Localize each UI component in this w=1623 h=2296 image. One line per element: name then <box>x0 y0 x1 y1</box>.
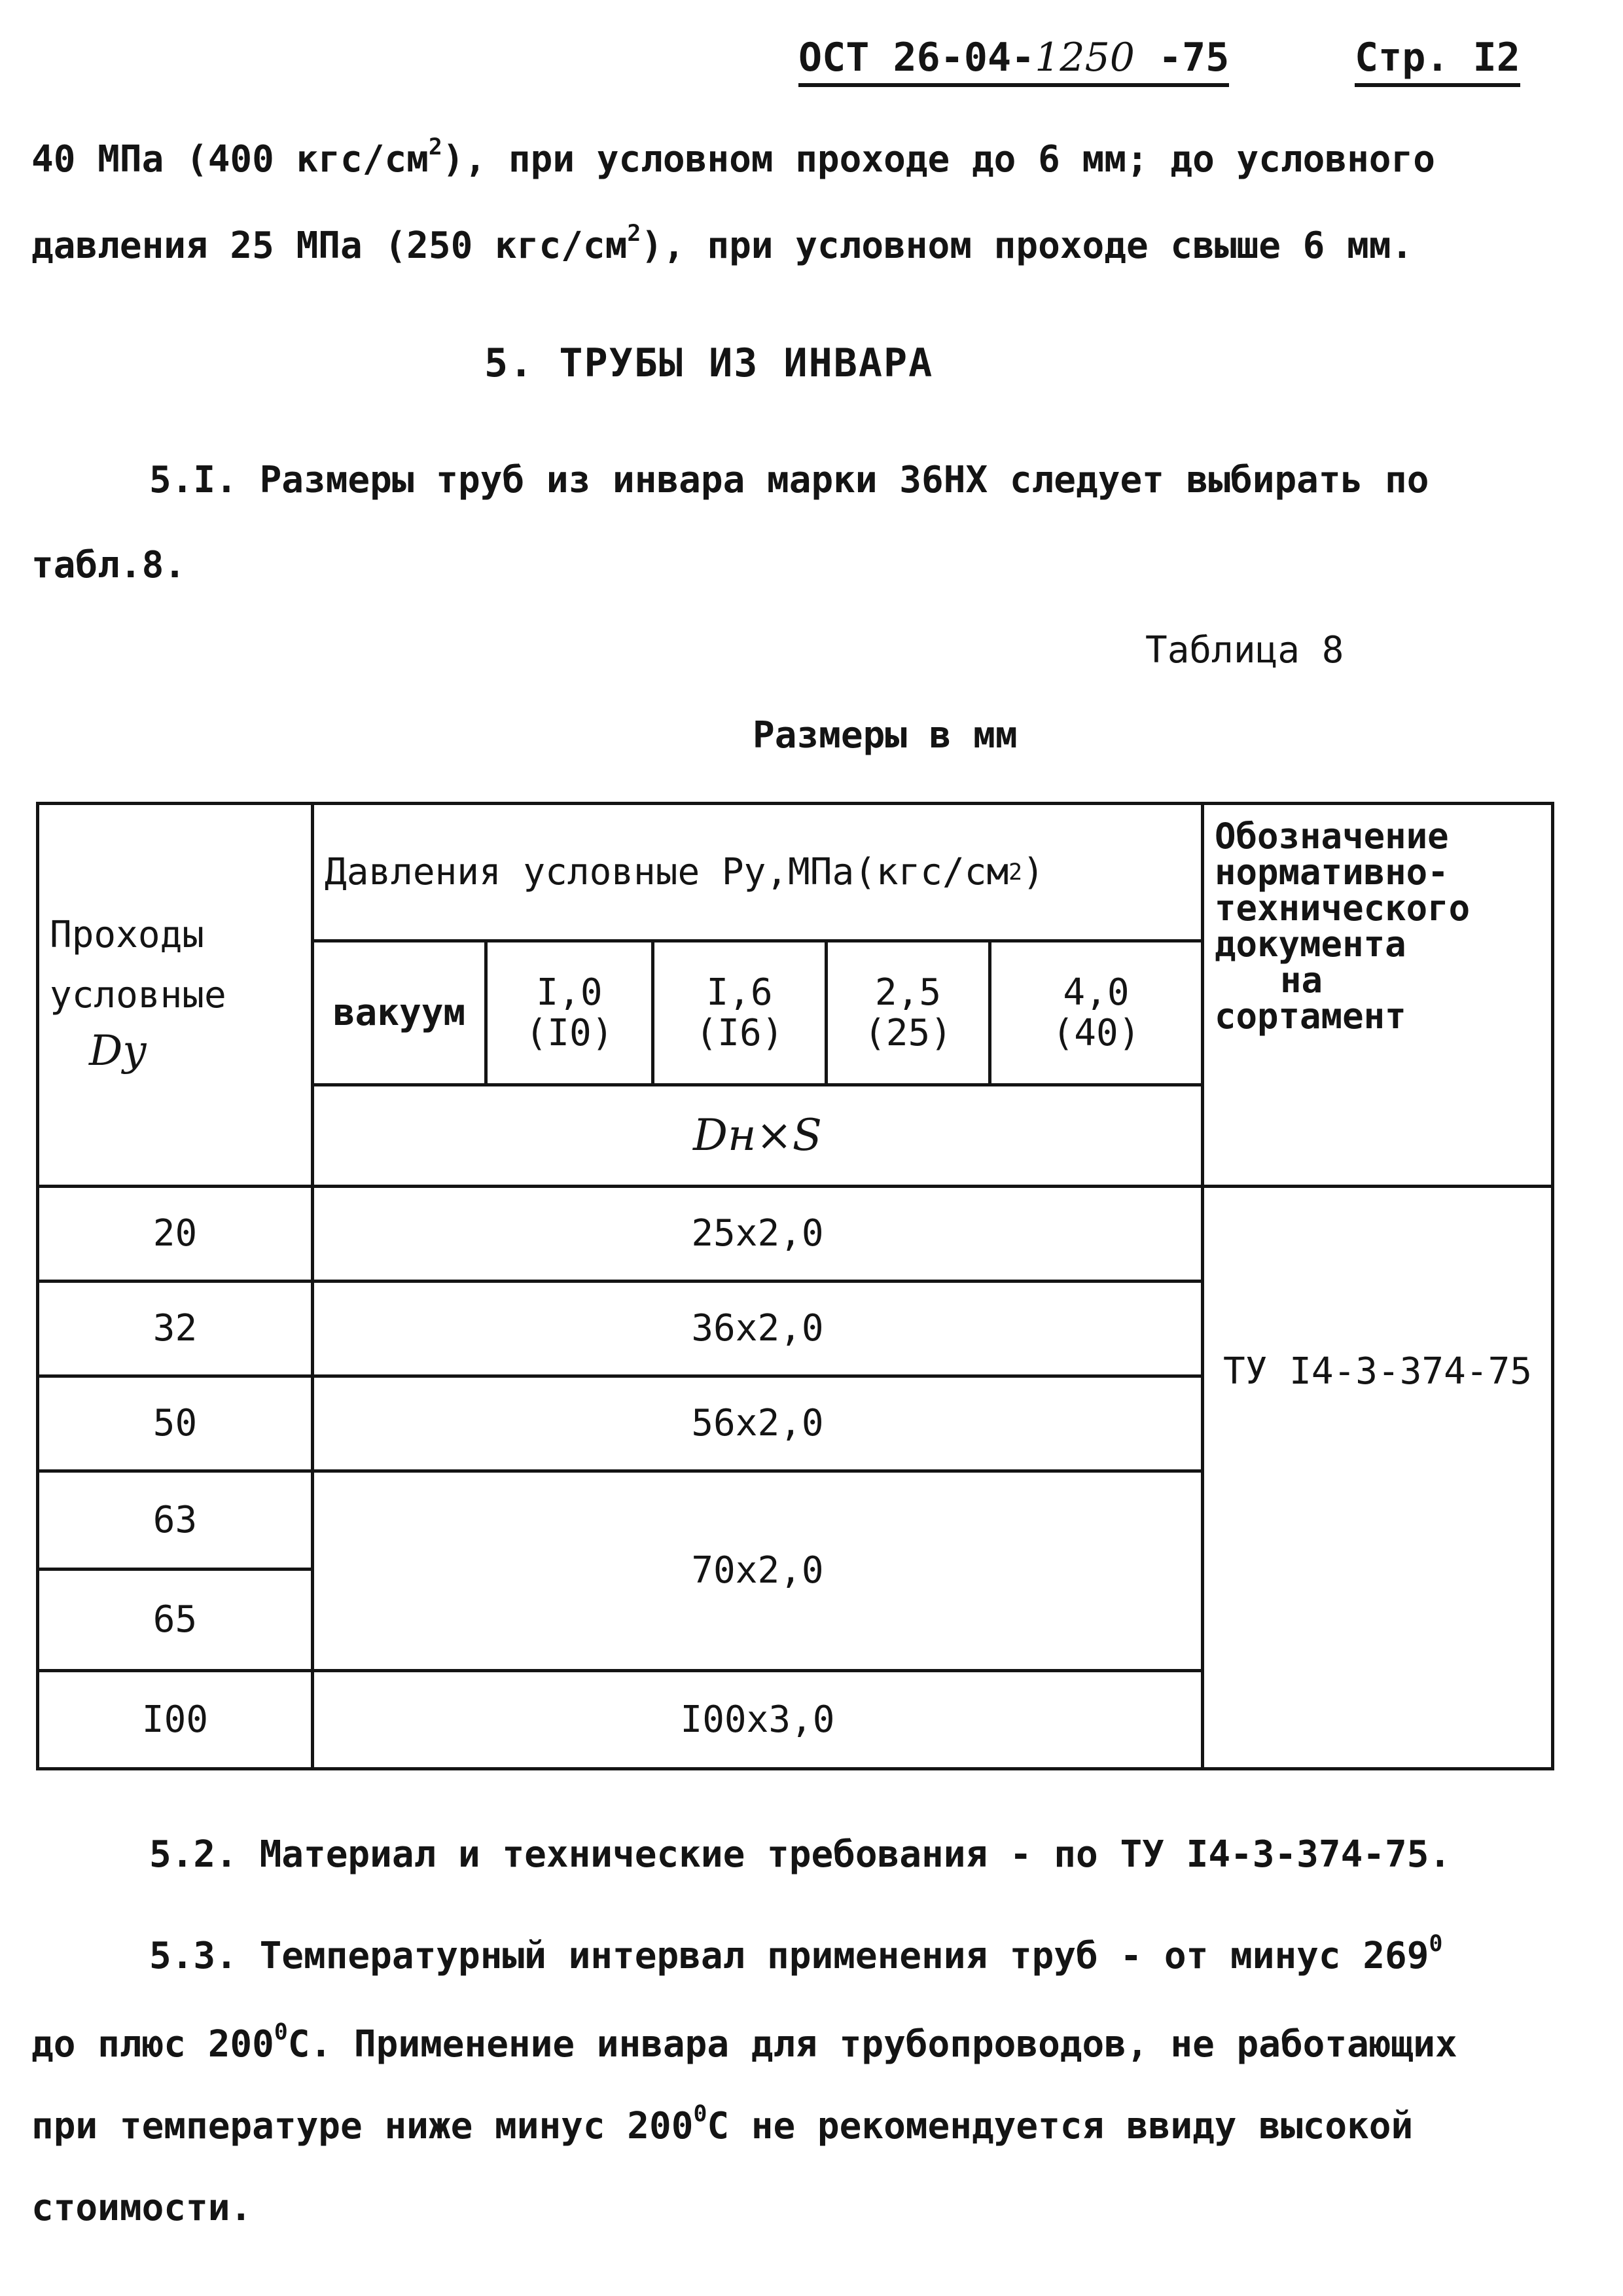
header-passage-line-2: условные <box>50 973 226 1016</box>
row-size-20: 25x2,0 <box>311 1185 1204 1283</box>
paragraph-5-3-line-1 <box>149 1930 1443 1978</box>
row-size-32: 36x2,0 <box>311 1280 1204 1378</box>
row-passage-100: I00 <box>36 1669 314 1770</box>
pressure-1-0-line-2: (I0) <box>525 1011 614 1054</box>
standard-prefix: ОСТ 26-04- <box>798 35 1035 81</box>
header-pressure: Давления условные Ру,МПа(кгс/см 2 ) <box>311 802 1204 942</box>
header-document-line-3: технического <box>1215 888 1471 929</box>
row-size-63-65: 70x2,0 <box>311 1469 1204 1672</box>
page-number <box>1355 36 1520 87</box>
paragraph-5-3-line-2 <box>31 2018 1457 2066</box>
intro-line-1-sup: 2 <box>428 134 442 160</box>
intro-line-2 <box>31 220 1414 268</box>
paragraph-5-3-line-3 <box>31 2100 1414 2148</box>
standard-suffix: -75 <box>1134 35 1230 81</box>
pressure-vacuum <box>311 939 488 1086</box>
table-units: Размеры в мм <box>753 714 1018 757</box>
intro-line-1-text-b: ), при условном проходе до 6 мм; до условного <box>442 138 1435 181</box>
header-passage-line-1: Проходы <box>50 914 205 957</box>
header-document-line-6: сортамент <box>1215 996 1406 1037</box>
paragraph-5-3-line-3-sup: 0 <box>693 2100 707 2127</box>
pressure-vacuum-label: вакуум <box>332 991 466 1034</box>
pressure-4-0-stack <box>1052 973 1141 1053</box>
pressure-1-0-line-1: I,0 <box>536 971 603 1014</box>
intro-line-2-sup: 2 <box>627 220 641 247</box>
pressure-4-0 <box>988 939 1204 1086</box>
pressure-1-0 <box>484 939 654 1086</box>
pressure-1-6-line-2: (I6) <box>695 1011 784 1054</box>
paragraph-5-3-line-3-text-b: С не рекомендуется ввиду высокой <box>707 2105 1414 2147</box>
pressure-4-0-line-1: 4,0 <box>1063 971 1130 1014</box>
row-passage-65: 65 <box>36 1568 314 1672</box>
section-title: 5. ТРУБЫ ИЗ ИНВАРА <box>484 340 934 386</box>
intro-line-2-text-b: ), при условном проходе свыше 6 мм. <box>641 224 1414 267</box>
paragraph-5-3-line-1-text: 5.3. Температурный интервал применения труб - от минус 269 <box>149 1935 1429 1977</box>
dimension-symbol: Dн×S <box>311 1083 1204 1188</box>
paragraph-5-1-line-1: 5.I. Размеры труб из инвара марки 36НХ следует выбирать по <box>149 459 1429 501</box>
pressure-1-6 <box>651 939 828 1086</box>
header-document-line-5: на <box>1280 960 1323 1001</box>
header-pressure-text-b: ) <box>1022 850 1044 893</box>
intro-line-1-text-a: 40 МПа (400 кгс/см <box>31 138 429 181</box>
intro-line-2-text-a: давления 25 МПа (250 кгс/см <box>31 224 628 267</box>
header-document-line-2: нормативно- <box>1215 852 1449 893</box>
pressure-2-5-line-2: (25) <box>864 1011 952 1054</box>
pressure-1-0-stack <box>526 973 614 1053</box>
header-pressure-text-a: Давления условные Ру,МПа(кгс/см <box>325 850 1009 893</box>
paragraph-5-3-line-3-text-a: при температуре ниже минус 200 <box>31 2105 694 2147</box>
document-header <box>798 36 1229 87</box>
header-document-line-4: документа <box>1215 924 1406 965</box>
paragraph-5-3-line-4: стоимости. <box>31 2187 253 2229</box>
header-document-stack <box>1215 816 1471 1037</box>
paragraph-5-1-line-2: табл.8. <box>31 544 187 586</box>
row-passage-50: 50 <box>36 1374 314 1473</box>
paragraph-5-3-line-2-text-b: С. Применение инвара для трубопроводов, не работающих <box>287 2023 1457 2066</box>
document-value: ТУ I4-3-374-75 <box>1201 1185 1554 1770</box>
paragraph-5-3-line-2-sup: 0 <box>274 2018 288 2045</box>
pipe-size-table <box>36 802 1554 1784</box>
header-document-line-1: Обозначение <box>1215 816 1449 857</box>
intro-line-1 <box>31 134 1435 181</box>
page-number-label: Стр. I2 <box>1355 35 1520 81</box>
header-document <box>1201 802 1554 1188</box>
header-passage <box>36 802 314 1188</box>
row-size-100: I00x3,0 <box>311 1669 1204 1770</box>
row-size-50: 56x2,0 <box>311 1374 1204 1473</box>
paragraph-5-2: 5.2. Материал и технические требования - по ТУ I4-3-374-75. <box>149 1833 1452 1876</box>
paragraph-5-3-line-2-text-a: до плюс 200 <box>31 2023 274 2066</box>
paragraph-5-3-line-1-sup: 0 <box>1429 1930 1443 1957</box>
row-passage-32: 32 <box>36 1280 314 1378</box>
row-passage-20: 20 <box>36 1185 314 1283</box>
pressure-2-5-stack <box>864 973 952 1053</box>
row-passage-63: 63 <box>36 1469 314 1571</box>
pressure-2-5-line-1: 2,5 <box>874 971 942 1014</box>
header-passage-stack <box>50 915 226 1075</box>
pressure-1-6-line-1: I,6 <box>706 971 773 1014</box>
table-caption: Таблица 8 <box>1145 629 1344 672</box>
pressure-1-6-stack <box>696 973 784 1053</box>
header-passage-symbol: Dу <box>89 1027 147 1076</box>
standard-number: 1250 <box>1035 35 1135 81</box>
pressure-4-0-line-2: (40) <box>1052 1011 1141 1054</box>
pressure-2-5 <box>825 939 991 1086</box>
